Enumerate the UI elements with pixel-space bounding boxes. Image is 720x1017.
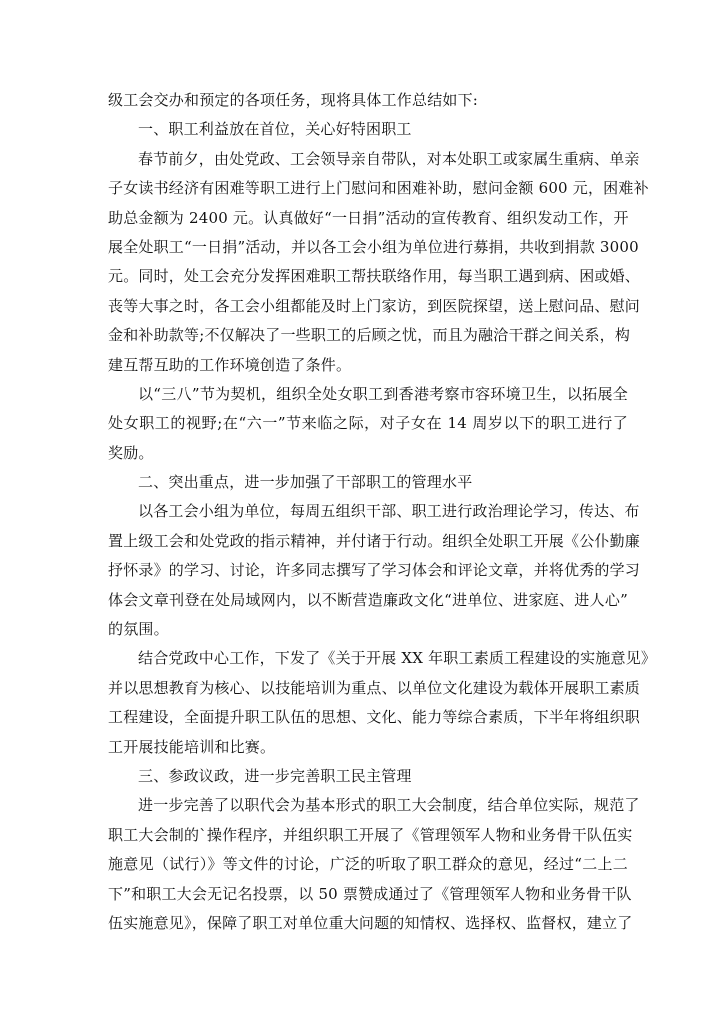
paragraph-line: 体会文章刊登在处局域网内，以不断营造廉政文化“进单位、进家庭、进人心” — [108, 590, 628, 609]
paragraph-line: 并以思想教育为核心、以技能培训为重点、以单位文化建设为载体开展职工素质 — [108, 678, 641, 697]
paragraph-first-line: 进一步完善了以职代会为基本形式的职工大会制度，结合单位实际，规范了 — [138, 796, 640, 815]
paragraph-line: 金和补助款等;不仅解决了一些职工的后顾之忧，而且为融洽干群之间关系，构 — [108, 326, 631, 345]
paragraph-line: 职工大会制的`操作程序，并组织职工开展了《管理领军人物和业务骨干队伍实 — [108, 825, 633, 844]
paragraph-line: 展全处职工“一日捐”活动，并以各工会小组为单位进行募捐，共收到捐款 3000 — [108, 237, 639, 256]
paragraph-line: 工程建设，全面提升职工队伍的思想、文化、能力等综合素质，下半年将组织职 — [108, 708, 641, 727]
paragraph-first-line: 结合党政中心工作，下发了《关于开展 XX 年职工素质工程建设的实施意见》 — [138, 649, 657, 668]
document-body — [108, 86, 657, 938]
paragraph-first-line: 春节前夕，由处党政、工会领导亲自带队，对本处职工或家属生重病、单亲 — [138, 149, 640, 168]
paragraph-last-line: 工开展技能培训和比赛。 — [108, 737, 276, 756]
paragraph-line: 子女读书经济有困难等职工进行上门慰问和困难补助，慰问金额 600 元，困难补 — [108, 179, 649, 198]
paragraph-line: 助总金额为 2400 元。认真做好“一日捐”活动的宣传教育、组织发动工作，开 — [108, 208, 629, 227]
paragraph-last-line: 建互帮互助的工作环境创造了条件。 — [108, 355, 352, 374]
paragraph-line: 置上级工会和处党政的指示精神，并付诸于行动。组织全处职工开展《公仆勤廉 — [108, 531, 641, 550]
paragraph-last-line: 级工会交办和预定的各项任务，现将具体工作总结如下: — [108, 91, 479, 109]
paragraph-line: 施意见（试行）》等文件的讨论，广泛的听取了职工群众的意见，经过“二上二 — [108, 855, 628, 874]
paragraph-first-line: 以各工会小组为单位，每周五组织干部、职工进行政治理论学习，传达、布 — [138, 502, 640, 521]
paragraph-line: 下”和职工大会无记名投票，以 50 票赞成通过了《管理领军人物和业务骨干队 — [108, 884, 632, 903]
paragraph-line: 伍实施意见》，保障了职工对单位重大问题的知情权、选择权、监督权，建立了 — [108, 913, 633, 932]
paragraph-last-line: 奖励。 — [108, 443, 154, 462]
paragraph-first-line: 以“三八”节为契机，组织全处女职工到香港考察市容环境卫生，以拓展全 — [138, 384, 628, 403]
paragraph-line: 元。同时，处工会充分发挥困难职工帮扶联络作用，每当职工遇到病、困或婚、 — [108, 267, 641, 286]
paragraph-last-line: 的氛围。 — [108, 620, 169, 639]
section-heading: 三、参政议政，进一步完善职工民主管理 — [138, 766, 412, 785]
section-heading: 二、突出重点，进一步加强了干部职工的管理水平 — [138, 473, 473, 492]
paragraph-line: 抒怀录》的学习、讨论，许多同志撰写了学习体会和评论文章，并将优秀的学习 — [108, 561, 641, 580]
paragraph-line: 丧等大事之时，各工会小组都能及时上门家访，到医院探望，送上慰问品、慰问 — [108, 296, 641, 315]
section-heading: 一、职工利益放在首位，关心好特困职工 — [138, 120, 412, 139]
paragraph-line: 处女职工的视野;在“六一”节来临之际，对子女在 14 周岁以下的职工进行了 — [108, 414, 628, 433]
